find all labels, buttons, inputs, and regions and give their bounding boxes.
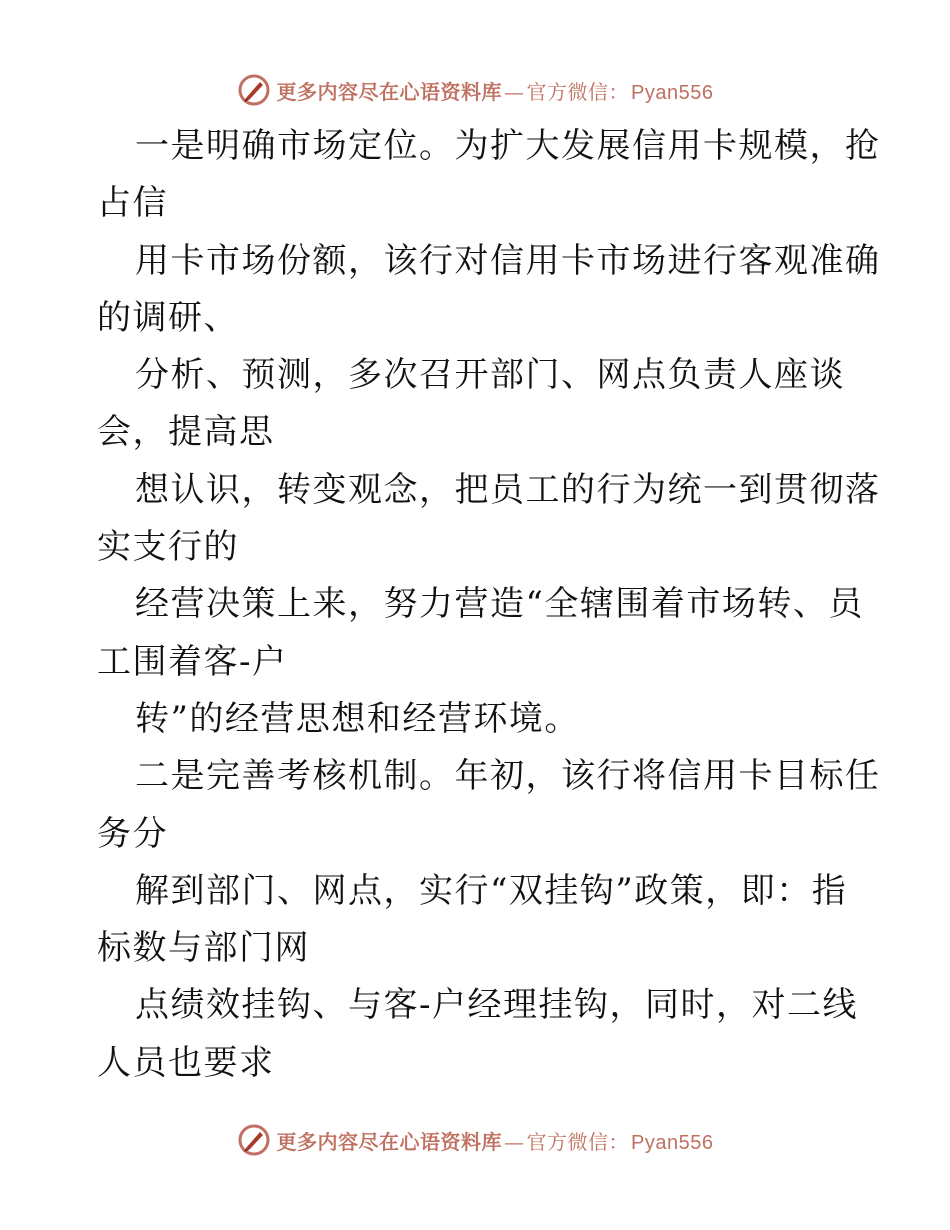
- body-line: 占信: [97, 183, 168, 224]
- body-line: 的调研、: [97, 297, 239, 338]
- body-line: 一是明确市场定位。为扩大发展信用卡规模，抢: [135, 126, 881, 166]
- document-body: [97, 118, 881, 1092]
- quill-pen-logo-icon: [237, 73, 271, 107]
- body-line: 转”的经营思想和经营环境。: [135, 698, 580, 739]
- footer-watermark-banner: [0, 1120, 950, 1160]
- watermark-text: [277, 76, 714, 105]
- body-line: 想认识，转变观念，把员工的行为统一到贯彻落: [135, 469, 881, 510]
- body-line: 工围着客-户: [97, 641, 288, 682]
- body-line: 标数与部门网: [97, 928, 310, 969]
- watermark-site-text: 更多内容尽在心语资料库: [276, 79, 503, 104]
- body-line: 二是完善考核机制。年初，该行将信用卡目标任: [135, 756, 881, 797]
- watermark-wechat-id: Pyan556: [631, 1131, 714, 1154]
- body-line: 点绩效挂钩、与客-户经理挂钩，同时，对二线: [135, 985, 858, 1026]
- body-line: 会，提高思: [97, 412, 275, 453]
- quill-pen-logo-icon: [237, 1123, 271, 1157]
- body-line: 实支行的: [97, 527, 239, 568]
- body-line: 务分: [97, 813, 168, 854]
- body-line: 解到部门、网点，实行“双挂钩”政策，即：指: [135, 870, 848, 911]
- watermark-site-text: 更多内容尽在心语资料库: [276, 1129, 503, 1154]
- watermark-dash: —: [504, 79, 525, 104]
- body-line: 人员也要求: [97, 1042, 275, 1083]
- body-line: 分析、预测，多次召开部门、网点负责人座谈: [135, 355, 845, 396]
- watermark-wechat-label: 官方微信：: [526, 1129, 630, 1154]
- body-line: 用卡市场份额，该行对信用卡市场进行客观准确: [135, 240, 881, 281]
- watermark-wechat-label: 官方微信：: [526, 79, 630, 104]
- watermark-wechat-id: Pyan556: [631, 81, 714, 104]
- header-watermark-banner: [0, 70, 950, 110]
- watermark-text: [277, 1126, 714, 1155]
- body-line: 经营决策上来，努力营造“全辖围着市场转、员: [135, 584, 864, 625]
- watermark-dash: —: [504, 1129, 525, 1154]
